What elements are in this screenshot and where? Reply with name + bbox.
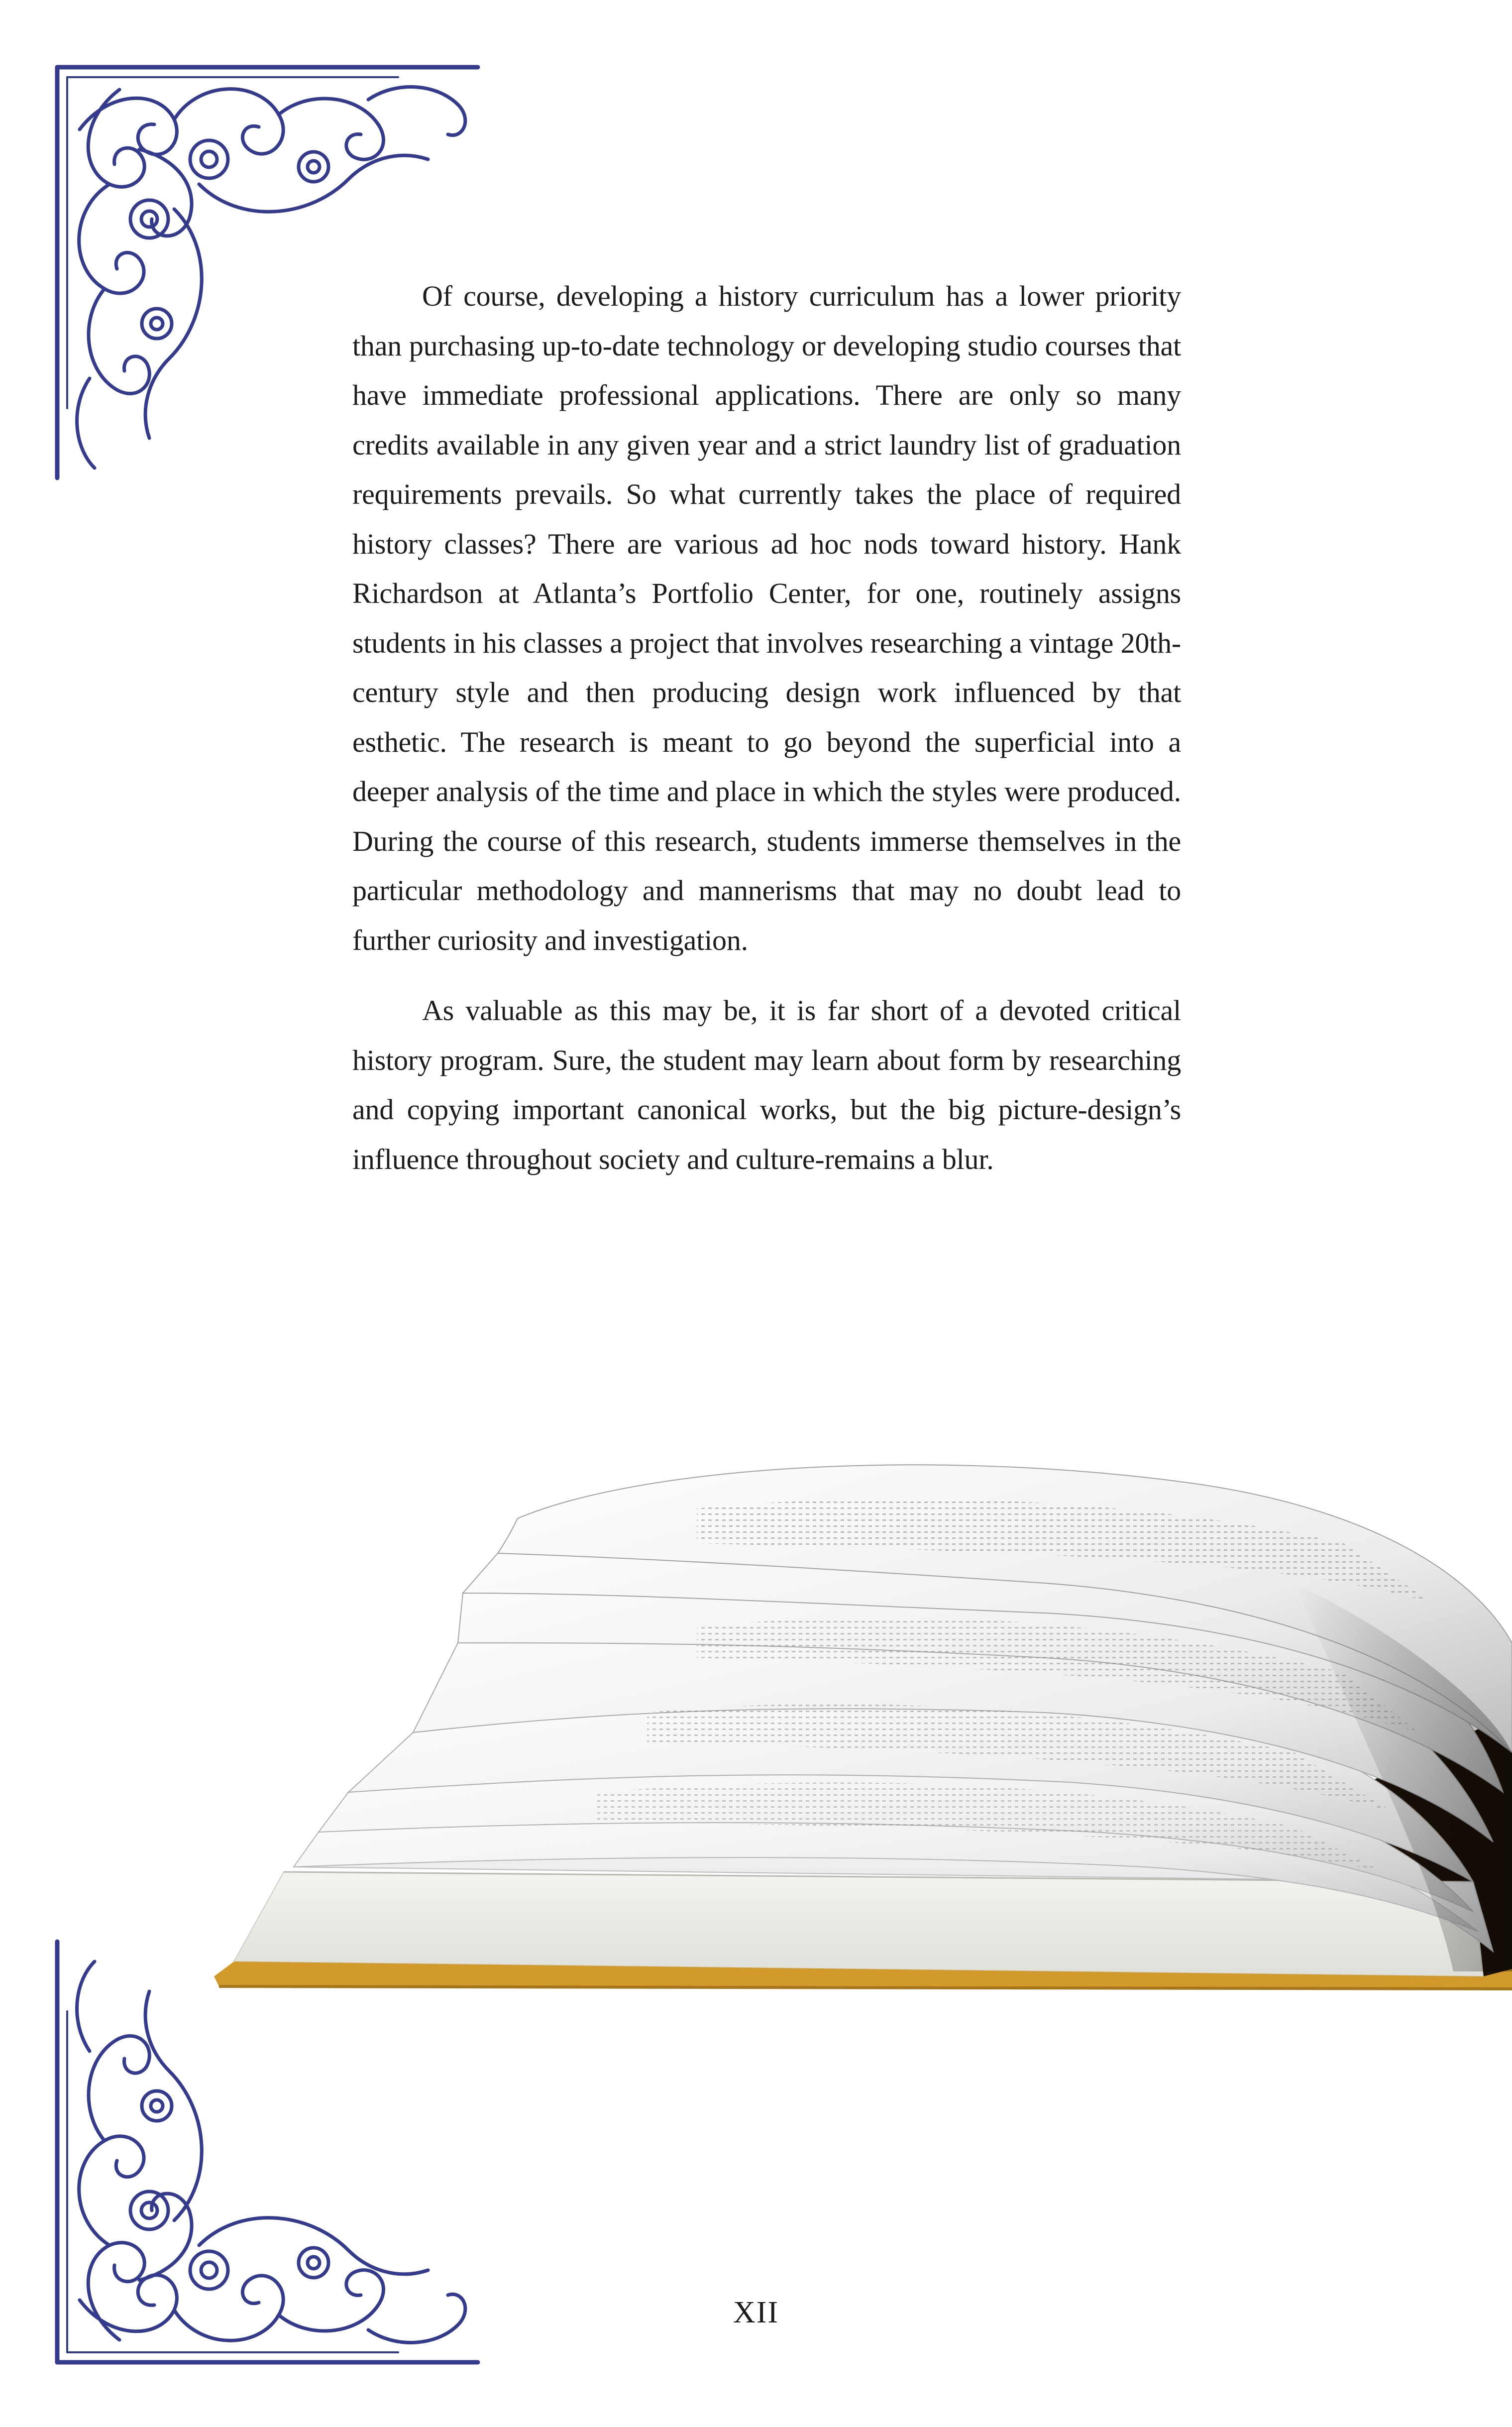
paragraph-1: Of course, developing a history curriculum has a lower priority than purchasing up-to-date technology or developing studio courses that have immediate professional applications. There are only so many credits available in any given year and a strict laundry list of graduation requirements prevails. So what currently takes the place of required history classes? There are various ad hoc nods toward history. Hank Richardson at Atlanta’s Portfolio Center, for one, routinely assigns students in his classes a project that involves researching a vintage 20th-century style and then producing design work influenced by that esthetic. The research is meant to go beyond the superficial into a deeper analysis of the time and place in which the styles were produced. During the course of this research, students immerse themselves in the particular methodology and mannerisms that may no doubt lead to further curiosity and investigation. [352,280,1181,956]
page-number: XII [733,2296,779,2329]
body-text [352,271,1181,1205]
bottom-corner-flourish-icon [50,1927,498,2370]
paragraph-2: As valuable as this may be, it is far short of a devoted critical history program. Sure, the student may learn about form by researching and copying important canonical works, but the big picture-design’s influence throughout society and culture-remains a blur. [352,994,1181,1175]
